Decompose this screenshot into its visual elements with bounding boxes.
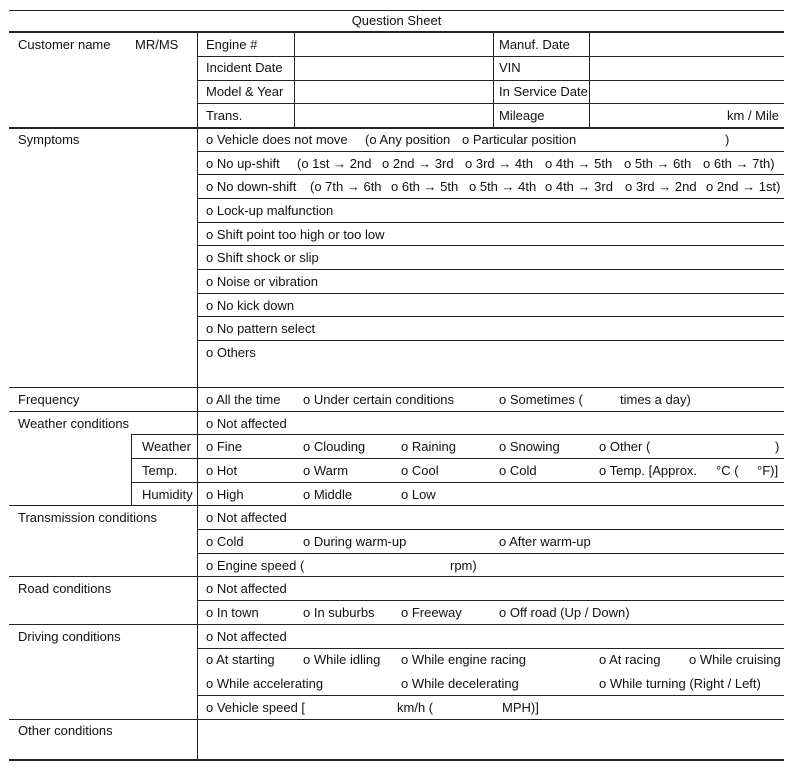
deg-f-label: °F)] (757, 463, 779, 478)
option-dn-2nd-1st[interactable]: o 2nd → 1st) (706, 179, 781, 194)
option-up-1st-2nd[interactable]: (o 1st → 2nd (297, 156, 372, 171)
transmission-conditions-label: Transmission conditions (18, 510, 157, 525)
customer-name-label: Customer name (18, 37, 111, 52)
option-road-not-affected[interactable]: o Not affected (206, 581, 287, 596)
option-shift-point[interactable]: o Shift point too high or too low (206, 227, 385, 242)
option-at-racing[interactable]: o At racing (599, 652, 661, 667)
rule (198, 529, 784, 530)
road-conditions-label: Road conditions (18, 581, 112, 596)
option-after-warmup[interactable]: o After warm-up (499, 534, 591, 549)
km-mile-label: km / Mile (727, 108, 779, 123)
rule-section (9, 411, 784, 412)
option-transmission-not-affected[interactable]: o Not affected (206, 510, 287, 525)
rule-section (9, 624, 784, 625)
option-lockup-malfunction[interactable]: o Lock-up malfunction (206, 203, 334, 218)
option-cool[interactable]: o Cool (401, 463, 439, 478)
option-high[interactable]: o High (206, 487, 244, 502)
option-during-warmup[interactable]: o During warm-up (303, 534, 407, 549)
rule (198, 316, 784, 317)
rule-vertical (197, 32, 198, 760)
rule-vertical (589, 32, 590, 128)
option-raining[interactable]: o Raining (401, 439, 456, 454)
weather-conditions-label: Weather conditions (18, 416, 130, 431)
rule-vertical (131, 434, 132, 506)
rule (131, 434, 784, 435)
option-snowing[interactable]: o Snowing (499, 439, 560, 454)
rule (198, 174, 784, 175)
rule (198, 103, 784, 104)
option-in-town[interactable]: o In town (206, 605, 259, 620)
symptoms-label: Symptoms (18, 132, 80, 147)
rule (198, 293, 784, 294)
option-fine[interactable]: o Fine (206, 439, 243, 454)
option-while-cruising[interactable]: o While cruising (689, 652, 781, 667)
other-conditions-field[interactable] (199, 721, 783, 758)
option-transmission-cold[interactable]: o Cold (206, 534, 244, 549)
option-no-downshift[interactable]: o No down-shift (206, 179, 297, 194)
option-middle[interactable]: o Middle (303, 487, 353, 502)
rule (131, 458, 784, 459)
option-up-2nd-3rd[interactable]: o 2nd → 3rd (382, 156, 454, 171)
option-dn-6th-5th[interactable]: o 6th → 5th (391, 179, 459, 194)
rule (198, 151, 784, 152)
rpm-label: rpm) (450, 558, 477, 573)
option-hot[interactable]: o Hot (206, 463, 238, 478)
rule-header-bottom (9, 127, 784, 129)
option-temp-approx[interactable]: o Temp. [Approx. (599, 463, 698, 478)
option-others[interactable]: o Others (206, 345, 256, 360)
driving-conditions-label: Driving conditions (18, 629, 121, 644)
option-no-pattern-select[interactable]: o No pattern select (206, 321, 316, 336)
option-up-6th-7th[interactable]: o 6th → 7th) (703, 156, 775, 171)
rule (198, 222, 784, 223)
close-paren: ) (725, 132, 730, 147)
rule (198, 600, 784, 601)
option-while-engine-racing[interactable]: o While engine racing (401, 652, 527, 667)
vin-label: VIN (499, 60, 521, 75)
rule-header-top (9, 31, 784, 33)
mileage-label: Mileage (499, 108, 545, 123)
rule-bottom (9, 759, 784, 761)
weather-other-close: ) (775, 439, 780, 454)
option-while-turning[interactable]: o While turning (Right / Left) (599, 676, 761, 691)
rule (198, 198, 784, 199)
option-particular-position[interactable]: o Particular position (462, 132, 577, 147)
option-dn-3rd-2nd[interactable]: o 3rd → 2nd (625, 179, 697, 194)
option-up-4th-5th[interactable]: o 4th → 5th (545, 156, 613, 171)
rule (198, 269, 784, 270)
option-while-decelerating[interactable]: o While decelerating (401, 676, 519, 691)
other-conditions-label: Other conditions (18, 723, 113, 738)
rule (198, 80, 784, 81)
option-clouding[interactable]: o Clouding (303, 439, 366, 454)
incident-date-label: Incident Date (206, 60, 283, 75)
rule (198, 553, 784, 554)
option-vehicle-speed[interactable]: o Vehicle speed [ (206, 700, 306, 715)
rule (198, 695, 784, 696)
frequency-label: Frequency (18, 392, 80, 407)
option-at-starting[interactable]: o At starting (206, 652, 275, 667)
option-weather-other[interactable]: o Other ( (599, 439, 651, 454)
mr-ms-label: MR/MS (135, 37, 179, 52)
rule (198, 648, 784, 649)
option-dn-4th-3rd[interactable]: o 4th → 3rd (545, 179, 613, 194)
option-dn-5th-4th[interactable]: o 5th → 4th (469, 179, 537, 194)
weather-sub-label: Weather (142, 439, 191, 454)
deg-c-label: °C ( (716, 463, 739, 478)
rule-vertical (493, 32, 494, 128)
rule (131, 482, 784, 483)
option-cold[interactable]: o Cold (499, 463, 537, 478)
temp-sub-label: Temp. (142, 463, 178, 478)
option-off-road[interactable]: o Off road (Up / Down) (499, 605, 630, 620)
in-service-date-label: In Service Date (499, 84, 588, 99)
option-while-accelerating[interactable]: o While accelerating (206, 676, 324, 691)
option-shift-shock[interactable]: o Shift shock or slip (206, 250, 319, 265)
option-in-suburbs[interactable]: o In suburbs (303, 605, 375, 620)
option-low[interactable]: o Low (401, 487, 436, 502)
model-year-label: Model & Year (206, 84, 284, 99)
option-dn-7th-6th[interactable]: (o 7th → 6th (310, 179, 382, 194)
rule-vertical (294, 32, 295, 128)
page-title: Question Sheet (351, 13, 442, 28)
rule-section (9, 387, 784, 388)
rule-top (9, 10, 784, 11)
option-noise-vibration[interactable]: o Noise or vibration (206, 274, 318, 289)
option-up-5th-6th[interactable]: o 5th → 6th (624, 156, 692, 171)
times-a-day-label: times a day) (620, 392, 691, 407)
option-freeway[interactable]: o Freeway (401, 605, 462, 620)
option-driving-not-affected[interactable]: o Not affected (206, 629, 287, 644)
kmh-label: km/h ( (397, 700, 434, 715)
option-weather-not-affected[interactable]: o Not affected (206, 416, 287, 431)
option-no-kick-down[interactable]: o No kick down (206, 298, 295, 313)
manuf-date-label: Manuf. Date (499, 37, 570, 52)
humidity-sub-label: Humidity (142, 487, 193, 502)
mph-label: MPH)] (502, 700, 539, 715)
rule-section (9, 719, 784, 720)
option-any-position[interactable]: (o Any position (365, 132, 451, 147)
option-warm[interactable]: o Warm (303, 463, 349, 478)
rule (198, 245, 784, 246)
option-all-the-time[interactable]: o All the time (206, 392, 281, 407)
option-while-idling[interactable]: o While idling (303, 652, 381, 667)
rule (198, 56, 784, 57)
option-sometimes[interactable]: o Sometimes ( (499, 392, 583, 407)
engine-label: Engine # (206, 37, 258, 52)
rule-section (9, 576, 784, 577)
option-engine-speed[interactable]: o Engine speed ( (206, 558, 305, 573)
option-under-certain-conditions[interactable]: o Under certain conditions (303, 392, 455, 407)
rule (198, 340, 784, 341)
option-up-3rd-4th[interactable]: o 3rd → 4th (465, 156, 533, 171)
option-no-upshift[interactable]: o No up-shift (206, 156, 280, 171)
trans-label: Trans. (206, 108, 243, 123)
option-vehicle-does-not-move[interactable]: o Vehicle does not move (206, 132, 348, 147)
rule-section (9, 505, 784, 506)
